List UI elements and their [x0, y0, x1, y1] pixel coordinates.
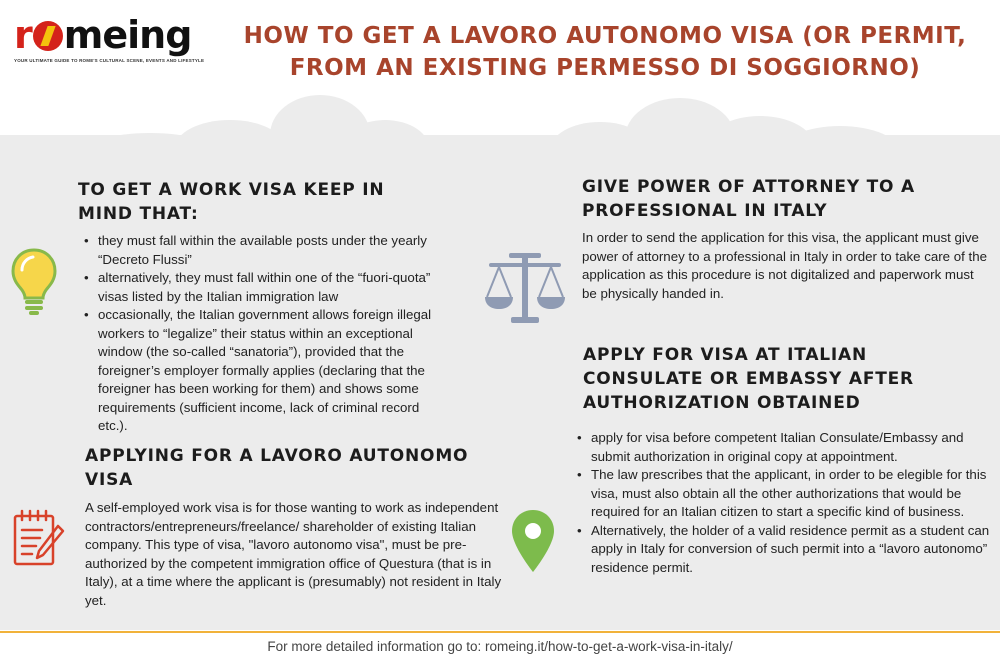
section-body: A self-employed work visa is for those wanting to work as independent contractors/entrepreneurs/freelance/ shareholder of existing Italian company. This type of visa, "lavoro autonomo visa", must be pre-authorized by the competent immigration office of Questura (that is in Italy), at a time where the applicant is (presumably) not resident in Italy yet.	[85, 500, 502, 608]
section-applying	[85, 444, 505, 610]
logo-wordmark: r meing	[14, 13, 192, 57]
page-title-line-1: HOW TO GET A LAVORO AUTONOMO VISA (OR PERMIT,	[243, 23, 967, 49]
section-heading: APPLYING FOR A LAVORO AUTONOMO VISA	[85, 446, 469, 490]
map-pin-icon	[510, 508, 556, 574]
page-title-line-2: FROM AN EXISTING PERMESSO DI SOGGIORNO)	[289, 55, 921, 81]
section-heading: TO GET A WORK VISA KEEP IN MIND THAT:	[78, 180, 385, 224]
list-item: • The law prescribes that the applicant, in order to be elegible for this visa, must also obtain all the other authorizations that would be required for an Italian citizen to start a specific kind of business.	[577, 466, 993, 522]
list-item: • occasionally, the Italian government allows foreign illegal workers to “legalize” their status within an exceptional window (the so-called “sanatoria”), provided that the foreigner’s employer formally applies (declaring that the foreigner has been working for them) and shows some requirements (sufficient income, lack of criminal record etc.).	[84, 306, 433, 436]
section-heading: APPLY FOR VISA AT ITALIAN CONSULATE OR EMBASSY AFTER AUTHORIZATION OBTAINED	[583, 345, 914, 413]
logo-tagline: YOUR ULTIMATE GUIDE TO ROME'S CULTURAL SCENE, EVENTS AND LIFESTYLE	[14, 58, 205, 63]
section-keep-in-mind	[78, 178, 433, 436]
footer-link-text[interactable]: For more detailed information go to: romeing.it/how-to-get-a-work-visa-in-italy/	[267, 639, 733, 654]
list-item: • apply for visa before competent Italian Consulate/Embassy and submit authorization in original copy at appointment.	[577, 429, 993, 466]
section-heading: GIVE POWER OF ATTORNEY TO A PROFESSIONAL IN ITALY	[582, 177, 915, 221]
section-body: In order to send the application for this visa, the applicant must give power of attorney to a professional in Italy in order to take care of the application as this procedure is not digitalized and paperwork must be physically handed in.	[582, 230, 988, 301]
bullet-list	[577, 429, 993, 577]
list-item: • they must fall within the available posts under the yearly “Decreto Flussi”	[84, 232, 433, 269]
section-apply-consulate	[583, 343, 993, 577]
light-bulb-icon	[10, 248, 58, 316]
list-item: • alternatively, they must fall within one of the “fuori-quota” visas listed by the Italian immigration law	[84, 269, 433, 306]
list-item: • Alternatively, the holder of a valid residence permit as a student can apply in Italy for conversion of such permit into a “lavoro autonomo” residence permit.	[577, 522, 993, 578]
bullet-list	[84, 232, 433, 436]
footer-divider	[0, 631, 1000, 633]
section-power-of-attorney	[582, 175, 992, 303]
scales-icon	[483, 253, 567, 325]
checklist-notepad-icon	[12, 508, 66, 568]
